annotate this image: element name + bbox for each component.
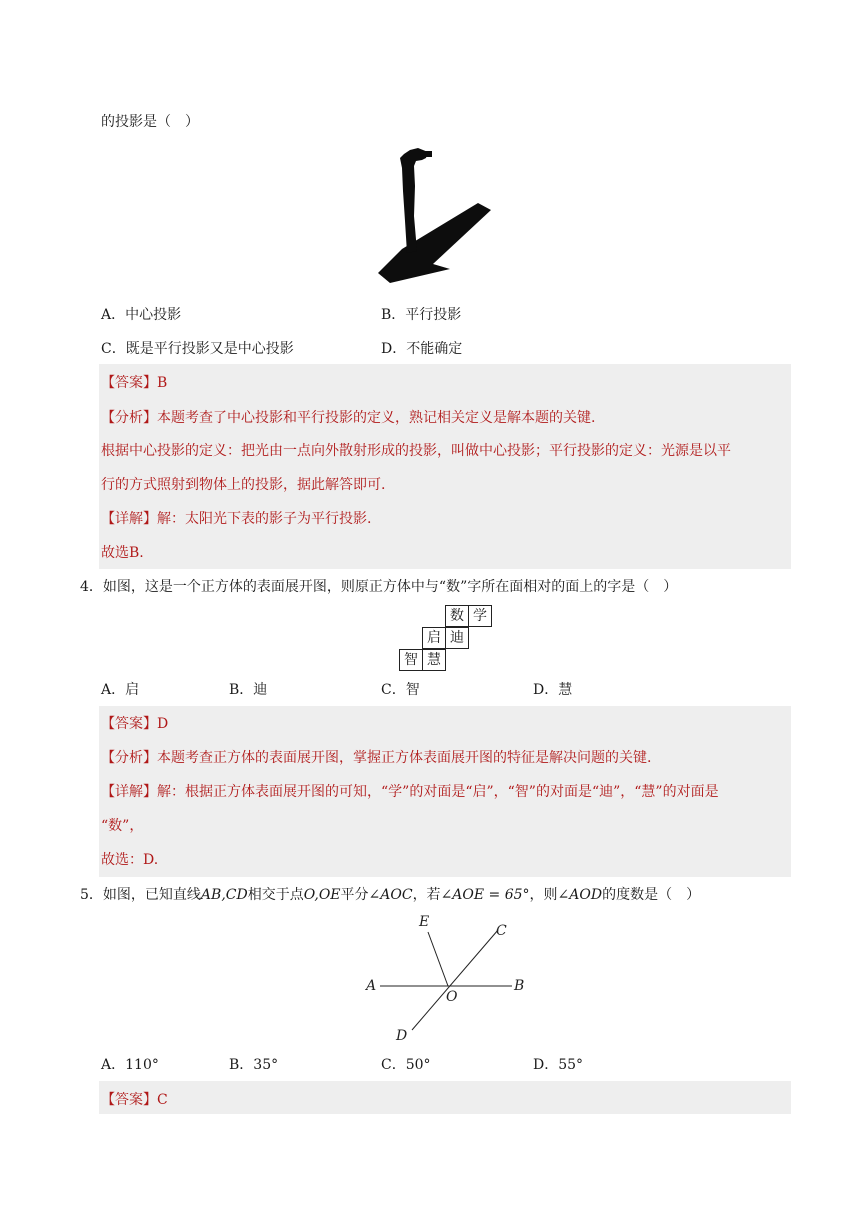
intersecting-lines-diagram [360, 908, 535, 1046]
q3-analysis-line3: 行的方式照射到物体上的投影，据此解答即可. [101, 477, 386, 493]
q5-option-d[interactable]: D．55° [533, 1057, 584, 1073]
q3-option-b[interactable]: B．平行投影 [381, 307, 462, 323]
q5-stem: 5．如图，已知直线AB,CD相交于点O,OE平分∠AOC，若∠AOE = 65°，则∠AOD的度数是（ ） [80, 887, 701, 903]
net-cell-qi: 启 [422, 627, 446, 649]
q3-analysis-line2: 根据中心投影的定义：把光由一点向外散射形成的投影，叫做中心投影；平行投影的定义：光源是以平 [101, 443, 731, 459]
label-e: E [419, 914, 430, 930]
q5-solution-box [99, 1081, 791, 1114]
q4-answer: 【答案】D [101, 716, 169, 732]
q4-analysis: 【分析】本题考查正方体的表面展开图，掌握正方体表面展开图的特征是解决问题的关键. [101, 750, 652, 766]
net-cell-xue: 学 [468, 605, 492, 627]
q4-detail: 【详解】解：根据正方体表面展开图的可知，“学”的对面是“启”，“智”的对面是“迪”，“慧”的对面是 [101, 784, 719, 800]
q5-option-a[interactable]: A．110° [101, 1057, 159, 1073]
q4-option-c[interactable]: C．智 [381, 682, 420, 698]
q4-detail-line2: “数”， [101, 818, 144, 834]
q3-conclusion: 故选B. [101, 545, 144, 561]
q3-option-c[interactable]: C．既是平行投影又是中心投影 [101, 341, 294, 357]
q4-option-a[interactable]: A．启 [101, 682, 140, 698]
q5-option-c[interactable]: C．50° [381, 1057, 431, 1073]
q3-stem-tail: 的投影是（ ） [101, 114, 199, 130]
label-b: B [514, 978, 525, 994]
q5-answer: 【答案】C [101, 1092, 168, 1108]
q3-solution-box [99, 364, 791, 569]
label-d: D [396, 1028, 408, 1044]
label-c: C [496, 923, 507, 939]
net-cell-zhi: 智 [399, 649, 423, 671]
q4-option-b[interactable]: B．迪 [229, 682, 268, 698]
q3-analysis: 【分析】本题考查了中心投影和平行投影的定义，熟记相关定义是解本题的关键. [101, 410, 596, 426]
person-shadow-illustration [370, 146, 500, 286]
q4-option-d[interactable]: D．慧 [533, 682, 573, 698]
net-cell-hui: 慧 [422, 649, 446, 671]
q3-detail: 【详解】解：太阳光下表的影子为平行投影. [101, 511, 372, 527]
net-cell-di: 迪 [445, 627, 469, 649]
net-cell-shu: 数 [445, 605, 469, 627]
q3-option-a[interactable]: A．中心投影 [101, 307, 182, 323]
label-o: O [446, 989, 458, 1005]
q4-conclusion: 故选：D. [101, 852, 159, 868]
q3-option-d[interactable]: D．不能确定 [381, 341, 463, 357]
q3-answer: 【答案】B [101, 375, 168, 391]
label-a: A [366, 978, 377, 994]
q5-option-b[interactable]: B．35° [229, 1057, 279, 1073]
q4-stem: 4．如图，这是一个正方体的表面展开图，则原正方体中与“数”字所在面相对的面上的字是（ ） [80, 579, 678, 595]
